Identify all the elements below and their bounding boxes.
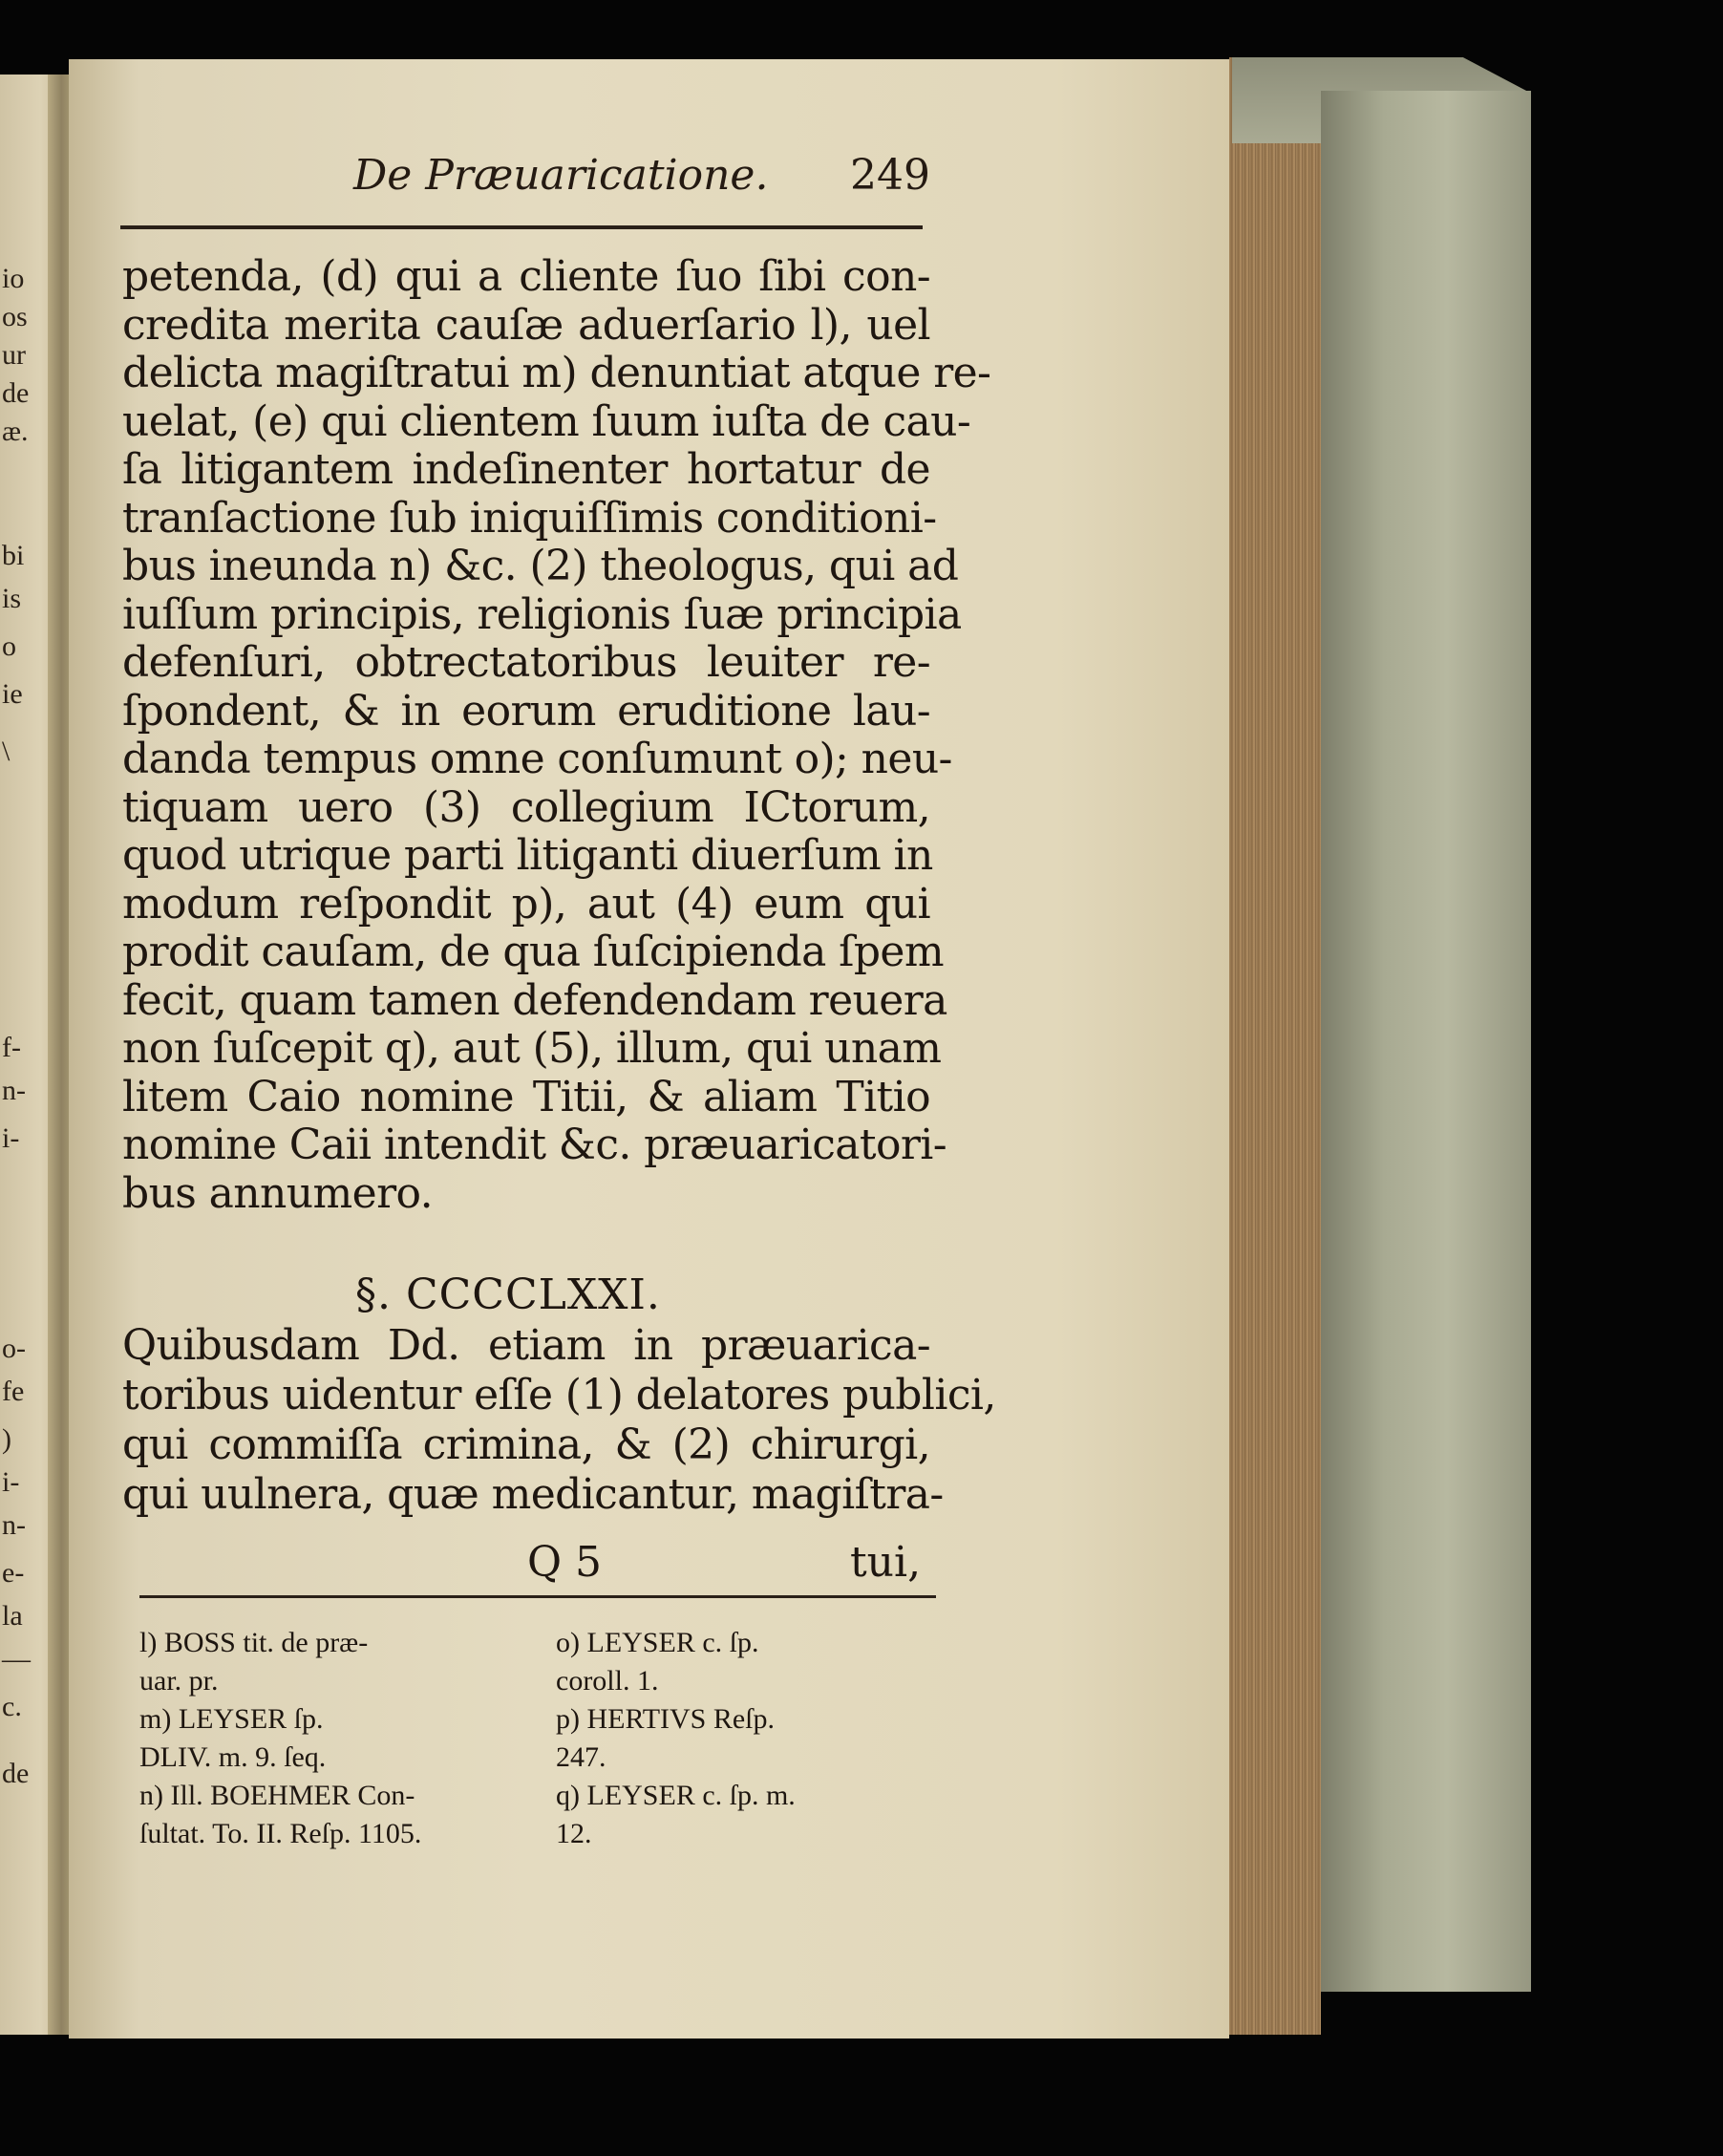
body-line: non ſuſcepit q), aut (5), illum, qui unam xyxy=(122,1024,942,1073)
body-line: delicta magiſtratui m) denuntiat atque re- xyxy=(122,349,991,397)
book-cover xyxy=(1321,91,1531,1992)
footnote-line: DLIV. m. 9. ſeq. xyxy=(139,1741,327,1773)
left-page-fragment-text: c. xyxy=(2,1691,22,1722)
left-page-fragment-text: is xyxy=(2,583,22,614)
footnote-line: l) BOSS tit. de præ- xyxy=(139,1627,369,1658)
left-page-fragment-text: n- xyxy=(2,1075,26,1106)
body-line: danda tempus omne conſumunt o); neu- xyxy=(122,735,952,783)
left-page-fragment-text: io xyxy=(2,263,25,294)
left-page-fragment-text: — xyxy=(2,1643,31,1675)
section-line: Quibusdam Dd. etiam in præuarica- xyxy=(122,1321,930,1370)
footnote-line: n) Ill. BOEHMER Con- xyxy=(139,1780,415,1811)
left-page-fragment-text: ) xyxy=(2,1423,11,1455)
left-page-fragment-text: i- xyxy=(2,1122,20,1154)
left-page-fragment-text: ur xyxy=(2,339,26,371)
left-page-fragment-text: f- xyxy=(2,1032,21,1063)
left-page-fragment-text: de xyxy=(2,377,30,409)
section-line: toribus uidentur eſſe (1) delatores publici, xyxy=(122,1371,996,1420)
body-line: modum reſpondit p), aut (4) eum qui xyxy=(122,879,930,929)
footnote-line: q) LEYSER c. ſp. m. xyxy=(556,1780,796,1811)
left-page-fragment-text: \ xyxy=(2,736,11,767)
body-line: ſa litigantem indeſinenter hortatur de xyxy=(122,445,930,494)
body-line: quod utrique parti litiganti diuerſum in xyxy=(122,831,933,880)
body-line: fecit, quam tamen defendendam reuera xyxy=(122,975,947,1025)
body-line: bus ineunda n) &c. (2) theologus, qui ad xyxy=(122,542,959,590)
footnote-line: 247. xyxy=(556,1741,606,1773)
body-line: litem Caio nomine Titii, & aliam Titio xyxy=(122,1072,930,1121)
left-page-fragment-text: bi xyxy=(2,540,25,571)
footnote-line: 12. xyxy=(556,1818,592,1849)
body-line: defenſuri, obtrectatoribus leuiter re- xyxy=(122,638,930,687)
page-number: 249 xyxy=(850,151,930,200)
catchword: tui, xyxy=(850,1538,922,1587)
section-line: qui commiſſa crimina, & (2) chirurgi, xyxy=(122,1420,930,1469)
footnote-line: ſultat. To. II. Reſp. 1105. xyxy=(139,1818,422,1849)
section-heading: §. CCCCLXXI. xyxy=(355,1270,661,1319)
section-line: qui uulnera, quæ medicantur, magiſtra- xyxy=(122,1470,944,1519)
body-line: iuſſum principis, religionis ſuæ principia xyxy=(122,589,962,639)
body-line: bus annumero. xyxy=(122,1168,434,1218)
page-edges xyxy=(1229,57,1321,2035)
footnote-line: coroll. 1. xyxy=(556,1665,659,1697)
body-line: prodit cauſam, de qua ſuſcipienda ſpem xyxy=(122,928,944,976)
left-page-fragment-text: i- xyxy=(2,1466,20,1498)
footnote-line: m) LEYSER ſp. xyxy=(139,1703,324,1735)
left-page-fragment-text: o- xyxy=(2,1333,26,1364)
signature-mark: Q 5 xyxy=(527,1538,603,1587)
footnote-rule xyxy=(139,1595,936,1598)
footnote-line: o) LEYSER c. ſp. xyxy=(556,1627,759,1658)
body-line: petenda, (d) qui a cliente ſuo ſibi con- xyxy=(122,252,930,301)
left-page-fragment-text: os xyxy=(2,301,28,332)
header-rule xyxy=(120,225,923,229)
left-page-fragment-text: n- xyxy=(2,1509,26,1541)
body-line: ſpondent, & in eorum eruditione lau- xyxy=(122,686,930,736)
body-line: tranſactione ſub iniquiſſimis conditioni- xyxy=(122,493,937,543)
footnote-line: uar. pr. xyxy=(139,1665,219,1697)
left-page-fragment-text: la xyxy=(2,1600,23,1632)
body-line: credita merita cauſæ aduerſario l), uel xyxy=(122,300,930,350)
body-line: tiquam uero (3) collegium ICtorum, xyxy=(122,782,930,832)
left-page-fragment-text: æ. xyxy=(2,416,29,447)
left-page-fragment-text: ie xyxy=(2,678,23,710)
body-line: nomine Caii intendit &c. præuaricatori- xyxy=(122,1121,947,1169)
left-page-fragment-text: fe xyxy=(2,1376,25,1407)
left-page-fragment-text: de xyxy=(2,1758,30,1789)
body-line: uelat, (e) qui clientem ſuum iuſta de cau- xyxy=(122,396,971,446)
running-title: De Præuaricatione. xyxy=(353,151,769,200)
left-page-fragment-text: e- xyxy=(2,1557,25,1589)
footnote-line: p) HERTIVS Reſp. xyxy=(556,1703,776,1735)
left-page-fragment-text: o xyxy=(2,630,16,662)
